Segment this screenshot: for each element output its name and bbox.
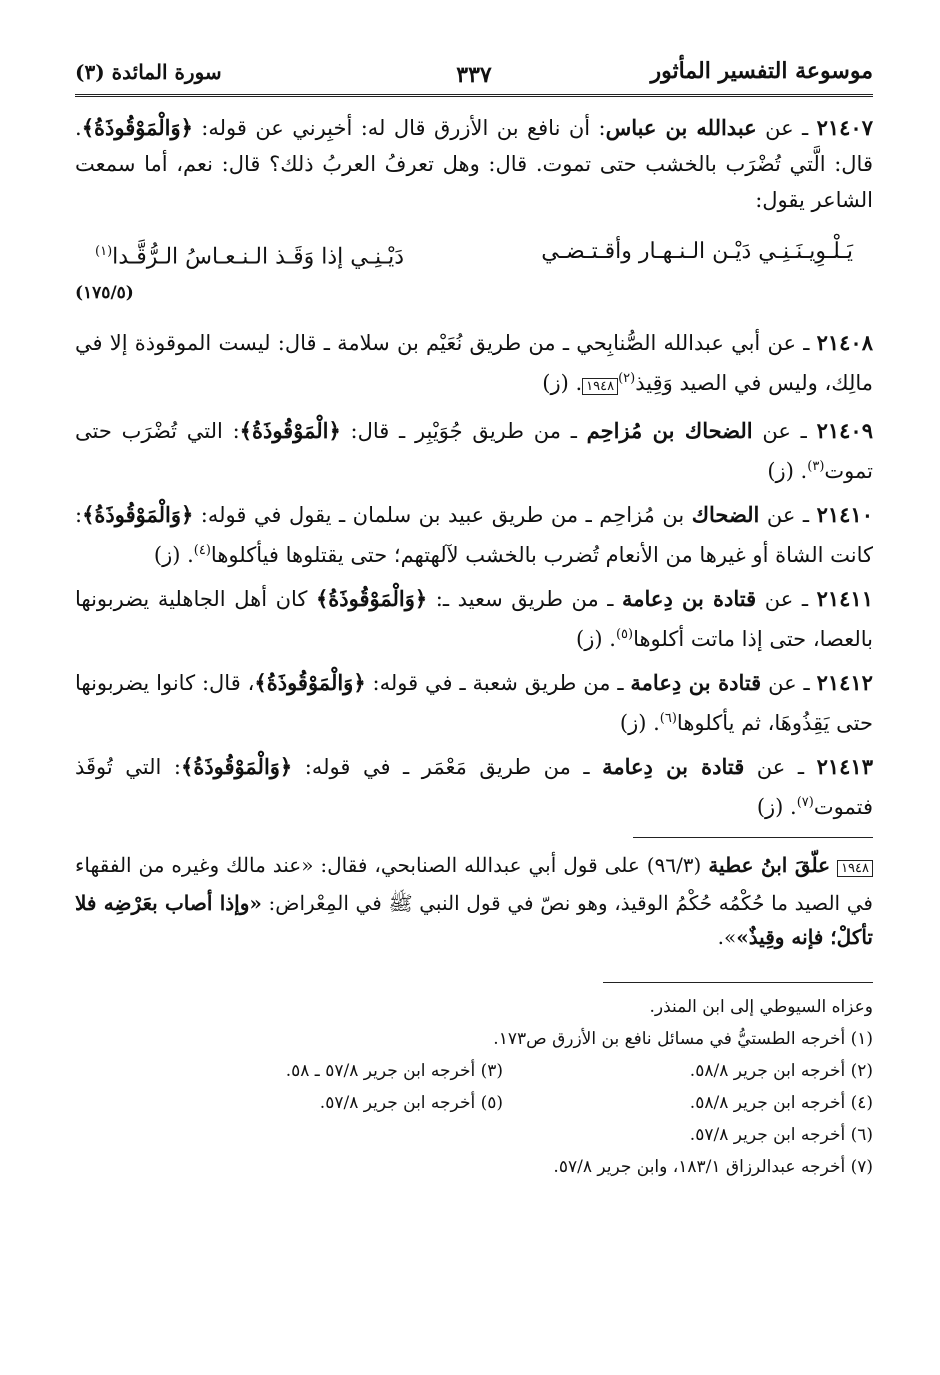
entry-source: الضحاك بن مُزاحِم [586,418,753,444]
verse-text: دَيْـنِـي إذا وَقَـذ الـنـعـاسُ الـرُّقَّـدا [112,244,405,270]
footnote-marker: (٢) [618,371,636,387]
main-text [75,110,873,825]
entry-text: : التي تُضْرَب حتى تموت [75,419,873,484]
footnote-marker: (٣) [807,459,825,475]
entry [75,497,873,573]
comment-text: (٩٦/٣) على قول أبي عبدالله الصنابحي، فقال: «عند مالك وغيره من الفقهاء في الصيد ما حُكْمُه حُكْمُ الوقيذ، وهو نصّ في قول النبي ﷺ في المِعْراض: [75,853,873,916]
entry-text: ـ عن [756,116,809,140]
entry-source: الضحاك [691,502,760,528]
poetry-verse [75,226,873,275]
scholar-comment [75,848,873,954]
footnote-row [75,1087,873,1119]
entry-source: قتادة بن دِعامة [622,586,757,612]
quran-quote: ﴿وَالْمَوْقُوذَةُ﴾ [82,502,194,528]
footnote: (٤) أخرجه ابن جرير ٥٨/٨. [689,1093,873,1114]
footnote: (٦) أخرجه ابن جرير ٥٧/٨. [689,1125,873,1146]
quran-quote: ﴿وَالْمَوْقُوذَةُ﴾ [316,586,428,612]
entry [75,325,873,405]
entry-text: ـ عن [744,755,805,780]
footnote: (١) أخرجه الطستيُّ في مسائل نافع بن الأزرق ص١٧٣. [493,1029,873,1050]
footnote: (٢) أخرجه ابن جرير ٥٨/٨. [689,1061,873,1082]
entry-text: ـ من طريق مَعْمَر ـ في قوله: [292,755,603,780]
entry-text: ـ عن [759,503,810,528]
quran-quote: ﴿وَالْمَوْقُوذَةُ﴾ [254,670,366,696]
book-title: موسوعة التفسير المأثور [650,58,873,84]
entry-text: : أن نافع بن الأزرق قال له: أخبِرني عن قوله: [192,116,606,140]
entry-source: عبدالله بن عباس [605,115,757,140]
entry [75,581,873,657]
footnote-divider [603,982,873,983]
entry-text: ـ عن [756,587,809,612]
entry-text: : التي تُوقَذ فتموت [75,755,873,820]
entry-text: بن مُزاحِم ـ من طريق عبيد بن سلمان ـ يقول في قوله: [193,503,692,528]
entry-number: ٢١٤١١ [816,586,873,612]
comment-ref-box: ١٩٤٨ [837,860,873,877]
entry-number: ٢١٤٠٨ [816,330,873,356]
entry [75,749,873,825]
footnote-intro: وعزاه السيوطي إلى ابن المنذر. [649,997,873,1018]
quran-quote: ﴿وَالْمَوْقُوذَةُ﴾ [181,754,293,780]
footnote-marker: (٤) [193,543,211,559]
surah-title: سورة المائدة (٣) [75,60,222,84]
comment-ref-box: ١٩٤٨ [582,378,618,395]
quran-quote: ﴿الْمَوْقُوذَةُ﴾ [239,418,341,444]
verse-first-half: يَـلْـوِيـنَـنِـي دَيْـن الـنـهـار وأقـتـضـي [541,239,853,264]
footnote: (٥) أخرجه ابن جرير ٥٧/٨. [319,1093,503,1114]
entry-text: . قال: الَّتي تُضْرَب بالخشب حتى تموت. قال: وهل تعرفُ العربُ ذلك؟ قال: نعم، أما سمعت الشاعر يقول: [75,116,873,212]
page-number: ٣٣٧ [442,62,505,88]
footnote-marker: (٧) [796,795,814,811]
entry-text: : كانت الشاة أو غيرها من الأنعام تُضرب بالخشب لآلهتهم؛ حتى يقتلوها فيأكلوها [75,503,873,568]
entry-text: ـ من طريق جُوَيْبِر ـ قال: [340,419,587,444]
entry-number: ٢١٤١٢ [816,670,873,696]
entry-number: ٢١٤٠٩ [816,418,873,444]
comment-divider [633,837,873,838]
entry-end: . (ز) [767,459,808,484]
page-header [75,58,873,98]
entry-number: ٢١٤٠٧ [816,115,873,140]
entry [75,413,873,489]
entry-end: . (ز) [619,711,660,736]
entry-source: قتادة بن دِعامة [630,670,762,696]
footnote-marker: (١) [95,244,113,259]
comment-end: ». [717,925,737,950]
footnote: (٣) أخرجه ابن جرير ٥٧/٨ ـ ٥٨. [285,1061,503,1082]
entry-text: ـ من طريق شعبة ـ في قوله: [365,671,631,696]
page [75,58,873,1183]
entry-end: . (ز) [153,543,194,568]
entry-text: ـ من طريق سعيد ـ: [427,587,623,612]
entry-end: . (ز) [756,795,797,820]
volume-reference: (١٧٥/٥) [75,283,134,304]
quran-quote: ﴿وَالْمَوْقُوذَةُ﴾ [81,115,193,140]
entry [75,110,873,218]
entry-end: . (ز) [576,627,616,652]
verse-second-half [95,234,404,275]
entry-number: ٢١٤١٣ [816,754,873,780]
footnotes [75,991,873,1183]
entry-end: . (ز) [542,371,583,396]
hadith-quote: «وإذا أصاب بعَرْضِه فلا تأكلْ؛ فإنه وقِيذٌ» [75,891,873,950]
header-rule [75,94,873,97]
footnote: (٧) أخرجه عبدالرزاق ١٨٣/١، وابن جرير ٥٧/٨. [553,1157,873,1178]
comment-lead: علّقَ ابنُ عطية [708,853,831,878]
footnote-marker: (٥) [615,627,634,643]
entry-text: ـ عن [761,671,810,696]
entry-text: ، قال: كانوا يضربونها حتى يَقِذُوهَا، ثم يأكلوها [75,671,873,736]
entry-text: ـ عن أبي عبدالله الصُّنابِحي ـ من طريق نُعَيْم بن سلامة ـ قال: ليست الموقوذة إلا في مالِك، وليس في الصيد وَقِيذ [75,331,873,396]
entry-source: قتادة بن دِعامة [602,754,745,780]
entry-number: ٢١٤١٠ [816,502,873,528]
footnote-marker: (٦) [659,711,677,727]
entry-text: كان أهل الجاهلية يضربونها بالعصا، حتى إذا ماتت أكلوها [75,587,873,652]
footnote-row [75,1055,873,1087]
entry [75,665,873,741]
entry-text: ـ عن [752,419,807,444]
